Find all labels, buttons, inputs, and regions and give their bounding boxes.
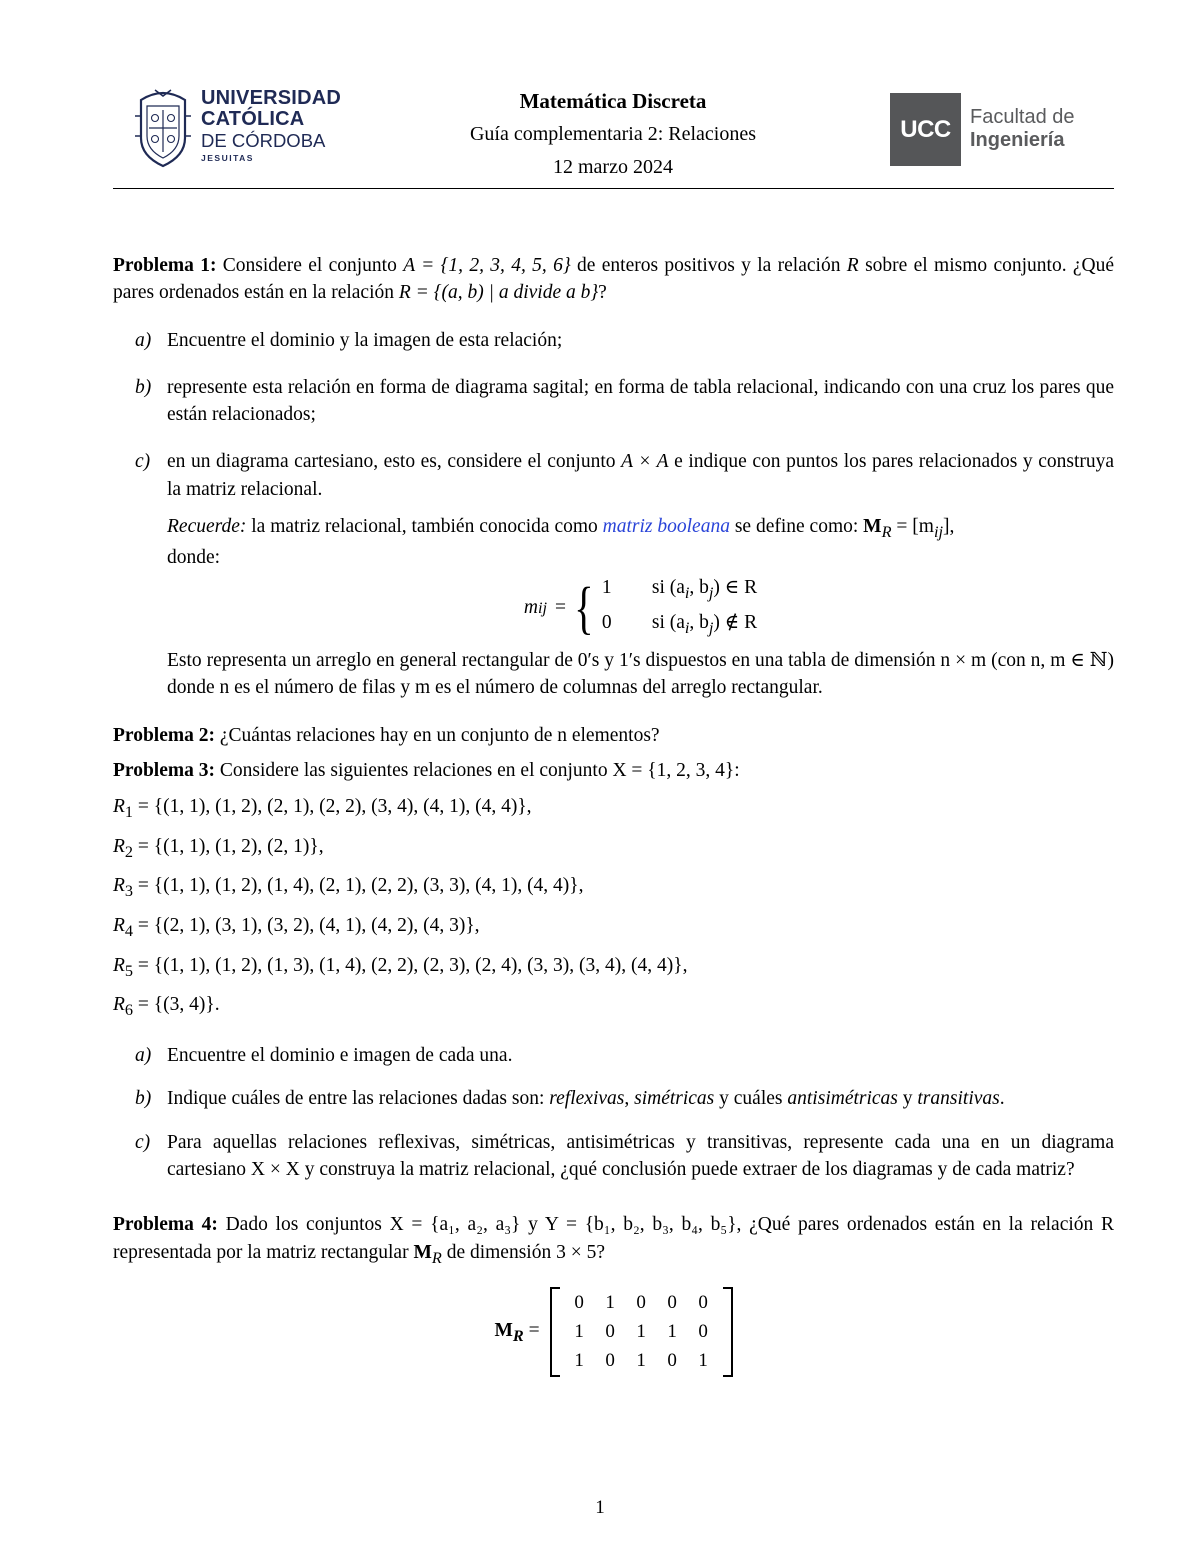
left-brace: { — [574, 575, 594, 641]
ucc-badge: UCC — [890, 93, 961, 166]
relation-definition: R = {(a, b) | a divide a b} — [398, 282, 599, 304]
matrix-row — [564, 1347, 719, 1376]
page-header — [113, 80, 1114, 189]
relation-item: $R_1 = \{(1$, 1), (1, 2), (2, 1), (2, 2), (3, 4), (4, 1), (4, 4)}, — [113, 796, 532, 822]
title-block — [413, 84, 813, 184]
relation-item: $R_2 = \{(1$, 1), (1, 2), (2, 1)}, — [113, 835, 324, 861]
matrix-cell: 0 — [698, 1320, 708, 1342]
page-number: 1 — [595, 1497, 605, 1518]
matrix-cell: 1 — [574, 1320, 584, 1342]
page-title: Matemática Discreta — [519, 89, 707, 113]
matrix-cell: 1 — [636, 1320, 646, 1342]
matrix-table — [564, 1289, 719, 1376]
list-item: b) Indique cuáles de entre las relaciones dadas son: reflexivas, simétricas y cuáles antisimétricas y transitivas. — [135, 1088, 1005, 1110]
matriz-booleana-link[interactable]: matriz booleana — [602, 516, 730, 538]
list-item: a) Encuentre el dominio e imagen de cada una. — [135, 1045, 513, 1067]
university-logo — [133, 86, 353, 170]
relation-item: $R_5 = \{(1$, 1), (1, 2), (1, 3), (1, 4), (2, 2), (2, 3), (2, 4), (3, 3), (3, 4), (4, 4)}, — [113, 954, 688, 980]
problem-4-label: Problema 4: — [113, 1214, 218, 1236]
university-name-line1: UNIVERSIDAD — [201, 87, 341, 109]
problem-4: Problema 4: Dado los conjuntos X = {a₁, a₂, a₃} y Y = {b₁, b₂, b₃, b₄, b₅}, ¿Qué pares ordenados están en la relación R representada por la matriz rectangular $M_R$ de dimensión 3 × 5? $M_R$ = 0 1 0 0 0 1 0 1 1 0 1 0 1 0 1 — [113, 1211, 1114, 1377]
matrix-cell: 1 — [667, 1320, 677, 1342]
relations-list — [113, 793, 1114, 1022]
matrix-left-bracket — [550, 1287, 560, 1377]
page-date: 12 marzo 2024 — [553, 156, 673, 178]
problem-2: Problema 2: ¿Cuántas relaciones hay en un conjunto de n elementos? — [113, 724, 660, 746]
problem-2-label: Problema 2: — [113, 724, 215, 746]
university-name-line3: DE CÓRDOBA — [201, 130, 326, 151]
problem-3: Problema 3: Considere las siguientes relaciones en el conjunto X = {1, 2, 3, 4}: $R_1 = \{(1$, 1), (1, 2), (2, 1), (2, 2), (3, 4), (4, 1), (4, 4)}, $R_2 = \{(1$, 1), (1, 2), (2, 1)}, $R_3 = \{(1$, 1), (1, 2), (1, 4), (2, 1), (2, 2), (3, 3), (4, 1), (4, 4)}, $R_4 = \{(2$, 1), (3, 1), (3, 2), (4, 1), (4, 2), (4, 3)}, $R_5 = \{(1$, 1), (1, 2), (1, 3), (1, 4), (2, 2), (2, 3), (2, 4), (3, 3), (3, 4), (4, 4)}, $R_6 = \{(3$, 4)}. a) Encuentre el dominio e imagen de cada una. b) Indique cuáles de entre las relaciones dadas son: reflexivas, simétricas y cuáles antisimétricas y transitivas. c) Para aquellas relaciones reflexivas, simétricas, antisimétricas y transitivas, represente cada una en un diagrama cartesiano X × X y construya la matriz relacional, ¿qué conclusión puede extraer de los diagramas y de cada matriz? — [113, 757, 1114, 1183]
matrix-cell: 0 — [605, 1320, 615, 1342]
matrix-row — [564, 1289, 719, 1318]
matrix-cell: 1 — [605, 1291, 615, 1313]
list-item: c) Para aquellas relaciones reflexivas, simétricas, antisimétricas y transitivas, represente cada una en un diagrama cartesiano X × X y construya la matriz relacional, ¿qué conclusión puede extraer de los diagramas y de cada matriz? — [135, 1131, 1114, 1180]
matrix-cell: 0 — [574, 1291, 584, 1313]
university-name-line4: JESUITAS — [201, 153, 254, 163]
problem-1 — [113, 252, 1114, 702]
problem-1-label: Problema 1: — [113, 255, 217, 276]
set-a: A = {1, 2, 3, 4, 5, 6} — [403, 255, 571, 276]
matrix-cell: 0 — [698, 1291, 708, 1313]
problem-1-items — [113, 327, 1114, 702]
list-item: a) Encuentre el dominio y la imagen de esta relación; — [135, 329, 563, 351]
faculty-name-line2: Ingeniería — [970, 129, 1065, 151]
list-item: c) en un diagrama cartesiano, esto es, considere el conjunto A × A e indique con puntos los pares relacionados y construya la matriz relacional. Recuerde: la matriz relacional, también conocida como matriz booleana se define como: $M_R = [m_{ij}]$, donde: m ij = { 1 si ($a_i$, $b_j$) ∈ R 0 si ($a_i$, $b_j$) ∉ R Esto representa un arreglo en general rectangular de 0′s y 1′s dispuestos en una tabla de dimensión n × m (con n, m ∈ ℕ) donde n es el número de filas y m es el número de columnas del arreglo rectangular. — [113, 448, 1114, 701]
relation-item: $R_6 = \{(3$, 4)}. — [113, 994, 220, 1020]
faculty-name-line1: Facultad de — [970, 106, 1075, 128]
relation-item: $R_3 = \{(1$, 1), (1, 2), (1, 4), (2, 1), (2, 2), (3, 3), (4, 1), (4, 4)}, — [113, 875, 584, 901]
university-name-line2: CATÓLICA — [201, 108, 305, 130]
matrix-cell: 1 — [636, 1349, 646, 1371]
matrix-cell: 0 — [605, 1349, 615, 1371]
matrix-right-bracket — [723, 1287, 733, 1377]
problem-1-statement: Problema 1: Considere el conjunto A = {1, 2, 3, 4, 5, 6} de enteros positivos y la relación R sobre el mismo conjunto. ¿Qué pares ordenados están en la relación R = {(a, b) | a divide a b}? — [113, 255, 1115, 304]
piecewise-definition: m ij = { 1 si ($a_i$, $b_j$) ∈ R 0 si ($a_i$, $b_j$) ∉ R — [523, 575, 758, 641]
reminder-paragraph: Recuerde: la matriz relacional, también conocida como matriz booleana se define como: $M_R = [m_{ij}]$, donde: — [167, 516, 955, 568]
matrix-explanation: Esto representa un arreglo en general rectangular de 0′s y 1′s dispuestos en una tabla de dimensión n × m (con n, m ∈ ℕ) donde n es el número de filas y m es el número de columnas del arreglo rectangular. — [167, 650, 1114, 699]
matrix-cell: 0 — [636, 1291, 646, 1313]
matrix-cell: 1 — [574, 1349, 584, 1371]
matrix-cell: 0 — [667, 1349, 677, 1371]
problem-3-items — [113, 1042, 1114, 1183]
matrix-cell: 1 — [698, 1349, 708, 1371]
page-subtitle: Guía complementaria 2: Relaciones — [469, 123, 756, 145]
relation-item: $R_4 = \{(2$, 1), (3, 1), (3, 2), (4, 1), (4, 2), (4, 3)}, — [113, 915, 480, 941]
university-crest-icon — [133, 86, 193, 170]
document-body — [113, 252, 1114, 1377]
reminder-label: Recuerde: — [167, 516, 247, 538]
matrix-cell: 0 — [667, 1291, 677, 1313]
relation-matrix: $M_R$ = 0 1 0 0 0 1 0 1 1 0 1 0 1 0 1 — [113, 1287, 1114, 1377]
matrix-row — [564, 1318, 719, 1347]
problem-3-label: Problema 3: — [113, 759, 215, 781]
faculty-logo — [890, 93, 1114, 166]
list-item: b) represente esta relación en forma de diagrama sagital; en forma de tabla relacional, indicando con una cruz los pares que están relacionados; — [135, 376, 1114, 426]
